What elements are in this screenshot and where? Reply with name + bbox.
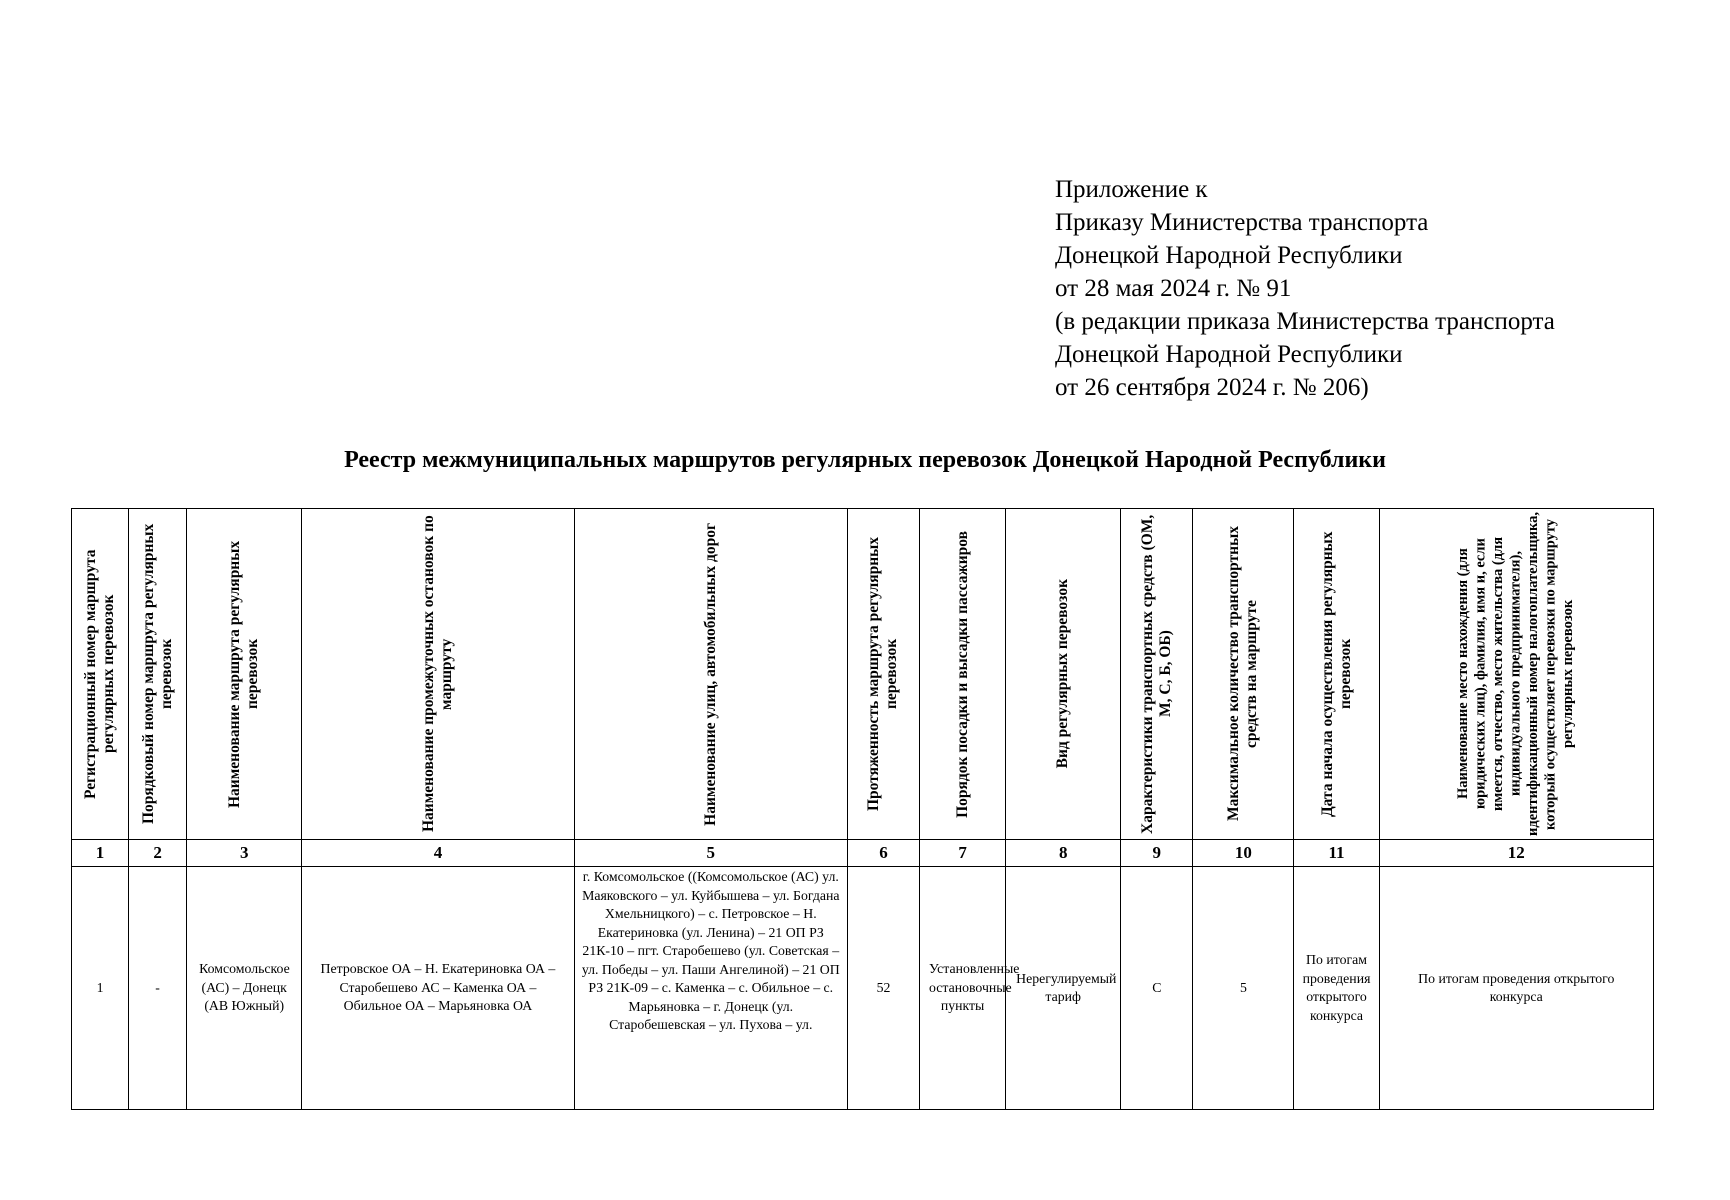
start-date: По итогам проведения открытого конкурса: [1294, 867, 1379, 1110]
header-label: Наименование промежуточных остановок по маршруту: [419, 515, 455, 833]
column-number: 6: [847, 840, 919, 867]
appendix-line: от 26 сентября 2024 г. № 206): [1055, 374, 1369, 401]
column-number: 8: [1006, 840, 1121, 867]
document-title: Реестр межмуниципальных маршрутов регулярных перевозок Донецкой Народной Республики: [344, 447, 1386, 473]
header-cell: [1006, 509, 1121, 840]
appendix-block: [1055, 173, 1555, 404]
table-row: [72, 867, 1654, 1110]
header-cell: [1294, 509, 1379, 840]
appendix-line: Приложение к: [1055, 176, 1208, 203]
appendix-line: Донецкой Народной Республики: [1055, 341, 1403, 368]
header-cell: [1121, 509, 1193, 840]
header-label: Дата начала осуществления регулярных перевозок: [1318, 531, 1354, 817]
header-label: Наименование улиц, автомобильных дорог: [701, 522, 719, 826]
streets-roads-text: г. Комсомольское ((Комсомольское (АС) ул. Маяковского – ул. Куйбышева – ул. Богдана Хмельницкого) – с. Петровское – Н. Екатериновка (ул. Ленина) – 21 ОП РЗ 21К-10 – пгт. Старобешево (ул. Советская – ул. Победы – ул. Паши Ангелиной) – 21 ОП РЗ 21К-09 – с. Каменка – с. Обильное – с. Марьяновка – г. Донецк (ул. Старобешевская – ул. Пухова – ул.: [581, 869, 840, 1032]
header-cell: [302, 509, 574, 840]
header-cell: [847, 509, 919, 840]
column-number-row: [72, 840, 1654, 867]
column-number: 4: [302, 840, 574, 867]
header-label: Протяженность маршрута регулярных перевозок: [865, 537, 901, 811]
max-vehicles: 5: [1193, 867, 1294, 1110]
column-number: 2: [129, 840, 187, 867]
boarding-procedure: Установленные остановочные пункты: [920, 867, 1006, 1110]
vehicle-class: С: [1121, 867, 1193, 1110]
header-label: Максимальное количество транспортных средств на маршруте: [1225, 526, 1261, 822]
carrier-info: По итогам проведения открытого конкурса: [1379, 867, 1653, 1110]
registration-number: 1: [72, 867, 129, 1110]
streets-roads: [574, 867, 847, 1110]
header-label: Наименование маршрута регулярных перевозок: [226, 540, 262, 808]
column-number: 11: [1294, 840, 1379, 867]
header-cell: [1379, 509, 1653, 840]
header-cell: [72, 509, 129, 840]
header-cell: [1193, 509, 1294, 840]
column-number: 1: [72, 840, 129, 867]
header-label: Вид регулярных перевозок: [1054, 579, 1072, 769]
appendix-line: Приказу Министерства транспорта: [1055, 209, 1429, 236]
header-row: [72, 509, 1654, 840]
header-label: Регистрационный номер маршрута регулярных перевозок: [82, 549, 118, 799]
column-number: 9: [1121, 840, 1193, 867]
registry-table: [71, 508, 1654, 1110]
column-number: 3: [187, 840, 302, 867]
appendix-line: (в редакции приказа Министерства транспорта: [1055, 308, 1555, 335]
header-cell: [187, 509, 302, 840]
header-label: Характеристики транспортных средств (ОМ, М, С, Б, ОБ): [1138, 514, 1174, 834]
header-label: Порядковый номер маршрута регулярных перевозок: [139, 523, 175, 825]
header-cell: [920, 509, 1006, 840]
route-length: 52: [847, 867, 919, 1110]
transport-type: Нерегулируемый тариф: [1006, 867, 1121, 1110]
header-label: Наименование место нахождения (для юридических лиц), фамилия, имя и, если имеется, отчество, место жительства (для индивидуального предпринимателя), идентификационный номер налогоплательщика, который осуществляет перевозки по маршруту регулярных перевозок: [1455, 512, 1577, 836]
intermediate-stops: Петровское ОА – Н. Екатериновка ОА – Старобешево АС – Каменка ОА – Обильное ОА – Марьяновка ОА: [302, 867, 574, 1110]
column-number: 12: [1379, 840, 1653, 867]
appendix-line: Донецкой Народной Республики: [1055, 242, 1403, 269]
header-cell: [574, 509, 847, 840]
column-number: 10: [1193, 840, 1294, 867]
sequence-number: -: [129, 867, 187, 1110]
column-number: 5: [574, 840, 847, 867]
header-cell: [129, 509, 187, 840]
appendix-line: от 28 мая 2024 г. № 91: [1055, 275, 1292, 302]
header-label: Порядок посадки и высадки пассажиров: [953, 530, 971, 818]
route-name: Комсомольское (АС) – Донецк (АВ Южный): [187, 867, 302, 1110]
column-number: 7: [920, 840, 1006, 867]
